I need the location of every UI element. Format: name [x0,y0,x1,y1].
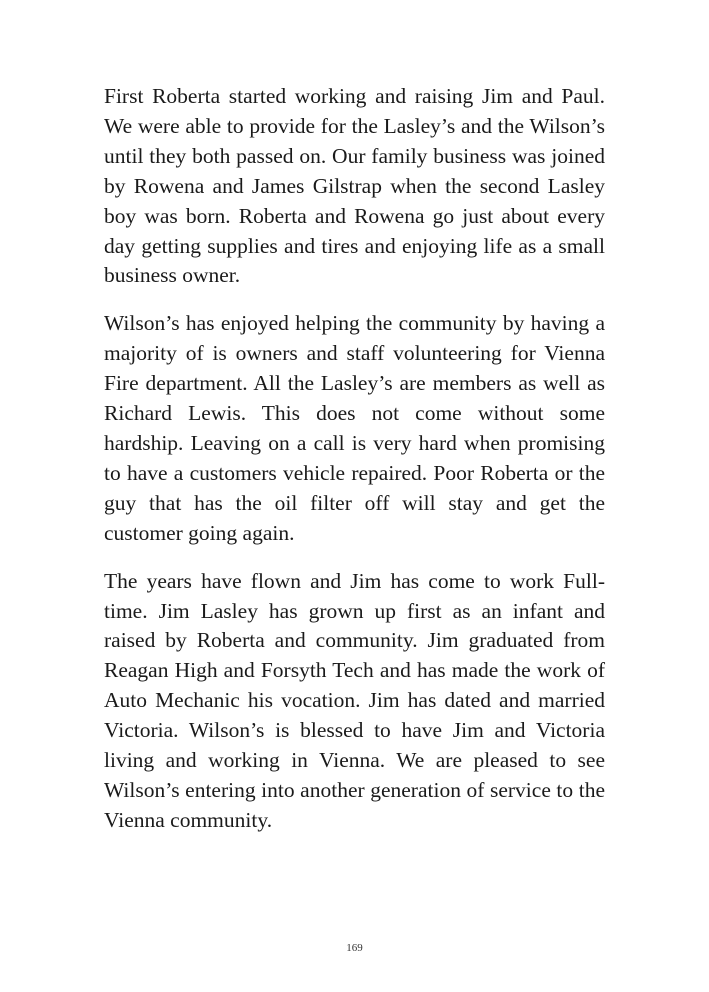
paragraph-3: The years have flown and Jim has come to work Full-time. Jim Lasley has grown up first as an infant and raised by Roberta and community. Jim graduated from Reagan High and Forsyth Tech and has made the work of Auto Mechanic his vocation. Jim has dated and married Victoria. Wilson’s is blessed to have Jim and Victoria living and working in Vienna. We are pleased to see Wilson’s entering into another generation of service to the Vienna community. [104,568,605,832]
paragraph-2: Wilson’s has enjoyed helping the community by having a majority of is owners and staff volunteering for Vienna Fire department. All the Lasley’s are members as well as Richard Lewis. This does not come without some hardship. Leaving on a call is very hard when promising to have a customers vehicle repaired. Poor Roberta or the guy that has the oil filter off will stay and get the customer going again. [104,311,605,545]
body-text [104,82,605,854]
page-number: 169 [346,942,363,954]
paragraph-1: First Roberta started working and raising Jim and Paul. We were able to provide for the Lasley’s and the Wilson’s until they both passed on. Our family business was joined by Rowena and James Gilstrap when the second Lasley boy was born. Roberta and Rowena go just about every day getting supplies and tires and enjoying life as a small business owner. [104,84,605,288]
